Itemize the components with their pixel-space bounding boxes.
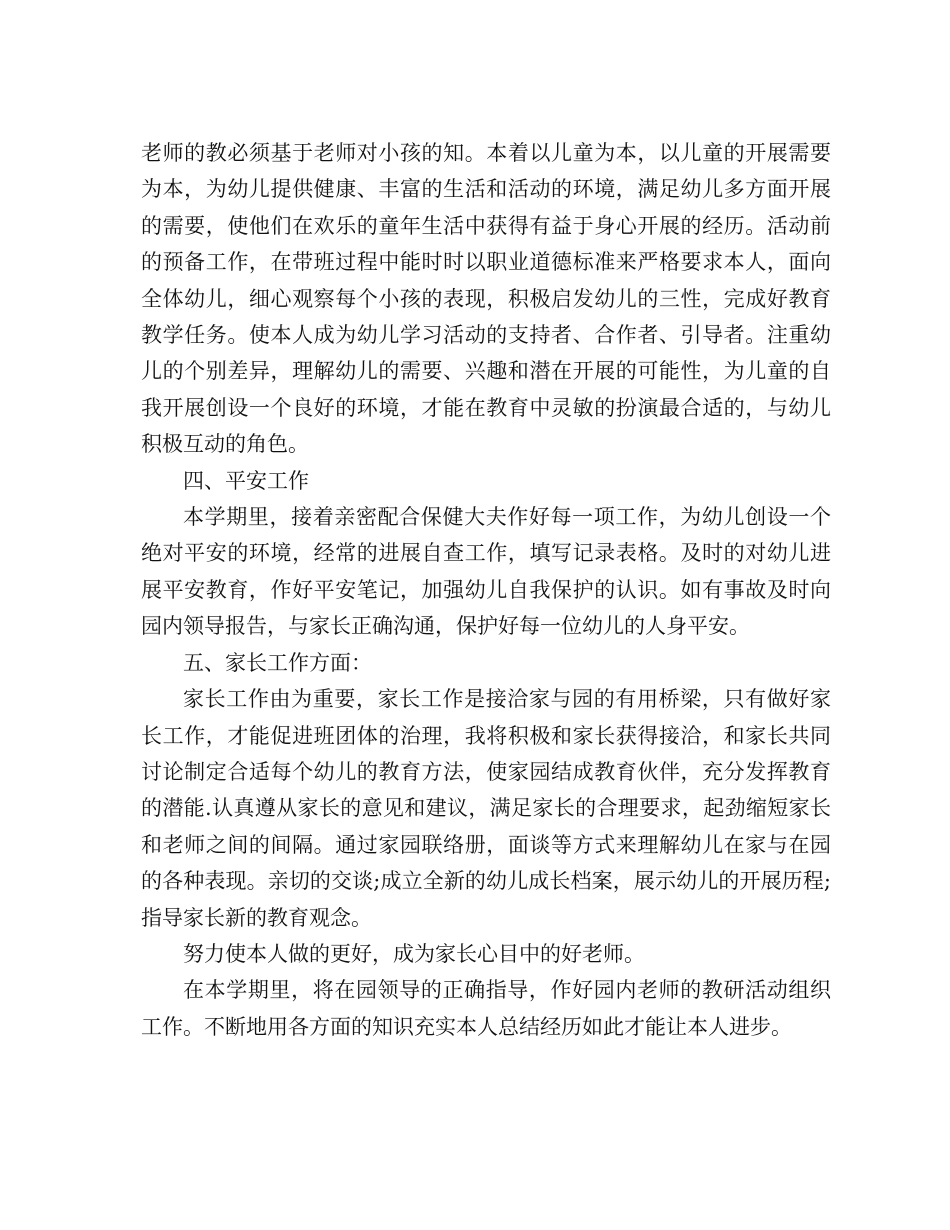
paragraph-good-teacher: 努力使本人做的更好，成为家长心目中的好老师。 [183,941,645,966]
paragraph-parent-work: 家长工作由为重要，家长工作是接洽家与园的有用桥梁，只有做好家长工作，才能促进班团体的治理，我将积极和家长获得接洽，和家长共同讨论制定合适每个幼儿的教育方法，使家园结成教育伙伴，充分发挥教育的潜能.认真遵从家长的意见和建议，满足家长的合理要求，起劲缩短家长和老师之间的间隔。通过家园联络册，面谈等方式来理解幼儿在家与在园的各种表现。亲切的交谈;成立全新的幼儿成长档案，展示幼儿的开展历程;指导家长新的教育观念。 [141,687,831,930]
heading-safety-work: 四、平安工作 [183,468,309,493]
paragraph-intro: 老师的教必须基于老师对小孩的知。本着以儿童为本，以儿童的开展需要为本，为幼儿提供健康、丰富的生活和活动的环境，满足幼儿多方面开展的需要，使他们在欢乐的童年生活中获得有益于身心开展的经历。活动前的预备工作，在带班过程中能时时以职业道德标准来严格要求本人，面向全体幼儿，细心观察每个小孩的表现，积极启发幼儿的三性，完成好教育教学任务。使本人成为幼儿学习活动的支持者、合作者、引导者。注重幼儿的个别差异，理解幼儿的需要、兴趣和潜在开展的可能性，为儿童的自我开展创设一个良好的环境，才能在教育中灵敏的扮演最合适的，与幼儿积极互动的角色。 [141,141,831,457]
heading-parent-work: 五、家长工作方面： [183,650,372,675]
document-body [141,135,831,1045]
paragraph-safety-work: 本学期里，接着亲密配合保健大夫作好每一项工作，为幼儿创设一个绝对平安的环境，经常的进展自查工作，填写记录表格。及时的对幼儿进展平安教育，作好平安笔记，加强幼儿自我保护的认识。如有事故及时向园内领导报告，与家长正确沟通，保护好每一位幼儿的人身平安。 [141,505,831,639]
paragraph-teaching-research: 在本学期里，将在园领导的正确指导，作好园内老师的教研活动组织工作。不断地用各方面的知识充实本人总结经历如此才能让本人进步。 [141,978,831,1039]
